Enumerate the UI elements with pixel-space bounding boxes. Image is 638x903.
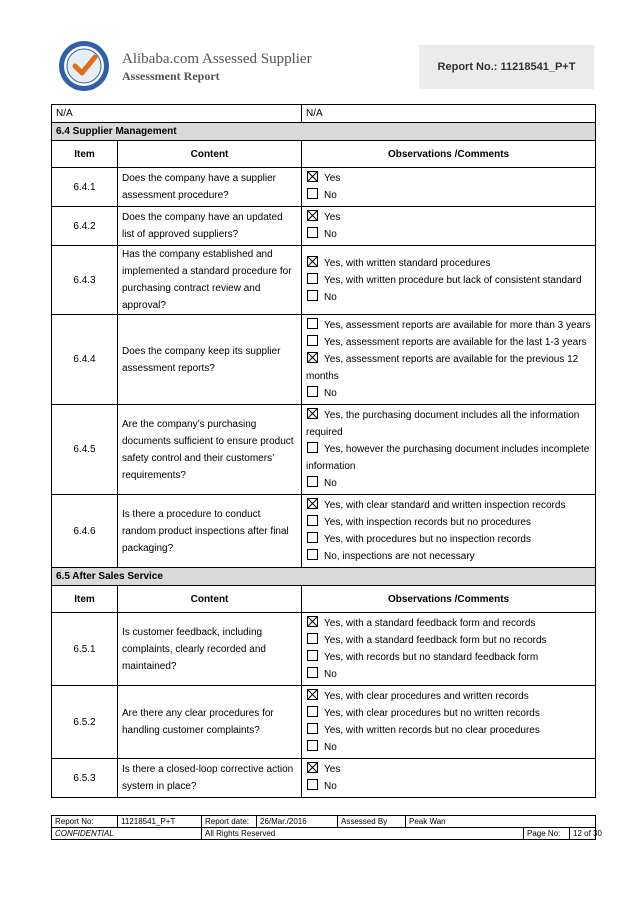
item-number: 6.4.4 xyxy=(52,315,118,405)
checked-box-icon xyxy=(307,256,318,267)
option-item xyxy=(306,778,591,795)
option-item xyxy=(306,209,591,226)
item-number: 6.4.2 xyxy=(52,207,118,246)
option-text: No xyxy=(324,388,337,399)
question-text: Does the company have a supplier assessment procedure? xyxy=(118,168,302,207)
item-number: 6.5.3 xyxy=(52,759,118,798)
option-item xyxy=(306,272,591,289)
na-cell-right: N/A xyxy=(302,105,596,123)
footer-rights: All Rights Reserved xyxy=(202,828,524,840)
option-item xyxy=(306,615,591,632)
footer-assessed-by-label: Assessed By xyxy=(338,816,406,828)
empty-box-icon xyxy=(307,188,318,199)
item-number: 6.4.6 xyxy=(52,495,118,568)
column-header-row xyxy=(52,141,596,168)
observation-options xyxy=(302,315,596,405)
empty-box-icon xyxy=(307,227,318,238)
observation-options xyxy=(302,405,596,495)
empty-box-icon xyxy=(307,667,318,678)
table-row xyxy=(52,405,596,495)
option-item xyxy=(306,548,591,565)
observation-options xyxy=(302,613,596,686)
empty-box-icon xyxy=(307,386,318,397)
option-item xyxy=(306,317,591,334)
option-text: No xyxy=(324,478,337,489)
option-text: Yes, with procedures but no inspection records xyxy=(324,534,531,545)
option-text: No xyxy=(324,190,337,201)
observation-options xyxy=(302,686,596,759)
option-item xyxy=(306,255,591,272)
observation-options xyxy=(302,759,596,798)
item-number: 6.4.1 xyxy=(52,168,118,207)
brand-title xyxy=(122,51,312,84)
table-row xyxy=(52,246,596,315)
footer-report-date-label: Report date: xyxy=(202,816,257,828)
question-text: Is there a procedure to conduct random product inspections after final packaging? xyxy=(118,495,302,568)
option-item xyxy=(306,632,591,649)
option-item xyxy=(306,441,591,475)
item-number: 6.4.3 xyxy=(52,246,118,315)
option-text: Yes, with a standard feedback form and records xyxy=(324,618,536,629)
empty-box-icon xyxy=(307,318,318,329)
option-text: Yes, with written standard procedures xyxy=(324,257,491,269)
option-text: Yes, with written procedure but lack of consistent standard xyxy=(324,274,582,286)
checked-box-icon xyxy=(307,210,318,221)
option-item xyxy=(306,497,591,514)
brand-line2: Assessment Report xyxy=(122,69,220,83)
column-header-content: Content xyxy=(118,141,302,168)
footer-report-date: 26/Mar./2016 xyxy=(257,816,338,828)
option-item xyxy=(306,334,591,351)
observation-options xyxy=(302,168,596,207)
empty-box-icon xyxy=(307,740,318,751)
footer-confidential: CONFIDENTIAL xyxy=(52,828,202,840)
footer-page: 12 of 30 xyxy=(570,828,596,840)
option-text: Yes, with clear procedures but no written records xyxy=(324,708,540,719)
empty-box-icon xyxy=(307,633,318,644)
checked-box-icon xyxy=(307,171,318,182)
table-row xyxy=(52,686,596,759)
option-item xyxy=(306,531,591,548)
option-item xyxy=(306,475,591,492)
option-text: Yes, the purchasing document includes all the information required xyxy=(306,410,580,438)
option-item xyxy=(306,666,591,683)
question-text: Does the company keep its supplier assessment reports? xyxy=(118,315,302,405)
option-text: Yes, with written records but no clear procedures xyxy=(324,725,540,736)
question-text: Has the company established and implemented a standard procedure for purchasing contract review and approval? xyxy=(118,246,302,315)
observation-options xyxy=(302,207,596,246)
option-item xyxy=(306,170,591,187)
option-text: No xyxy=(324,742,337,753)
empty-box-icon xyxy=(307,723,318,734)
footer-report-no: 11218541_P+T xyxy=(118,816,202,828)
option-item xyxy=(306,739,591,756)
option-text: No xyxy=(324,669,337,680)
option-text: Yes, with clear procedures and written records xyxy=(324,691,529,702)
option-text: No xyxy=(324,229,337,240)
checked-box-icon xyxy=(307,689,318,700)
checked-box-icon xyxy=(307,762,318,773)
report-no-value: 11218541_P+T xyxy=(500,61,576,73)
option-text: Yes, with inspection records but no procedures xyxy=(324,517,531,528)
option-item xyxy=(306,705,591,722)
table-row xyxy=(52,315,596,405)
item-number: 6.5.2 xyxy=(52,686,118,759)
option-text: Yes, with a standard feedback form but no records xyxy=(324,635,547,646)
footer-page-label: Page No: xyxy=(524,828,570,840)
option-item xyxy=(306,407,591,441)
option-text: Yes, however the purchasing document includes incomplete information xyxy=(306,444,590,472)
empty-box-icon xyxy=(307,779,318,790)
page-header xyxy=(58,40,594,92)
table-row xyxy=(52,207,596,246)
column-header-observations: Observations /Comments xyxy=(302,586,596,613)
observation-options xyxy=(302,246,596,315)
option-item xyxy=(306,722,591,739)
option-item xyxy=(306,385,591,402)
option-item xyxy=(306,289,591,306)
option-item xyxy=(306,688,591,705)
table-row xyxy=(52,759,596,798)
checked-box-icon xyxy=(307,498,318,509)
table-row xyxy=(52,613,596,686)
option-text: Yes, with clear standard and written inspection records xyxy=(324,500,566,511)
empty-box-icon xyxy=(307,549,318,560)
option-text: Yes, assessment reports are available for more than 3 years xyxy=(324,320,591,331)
empty-box-icon xyxy=(307,532,318,543)
checked-box-icon xyxy=(307,352,318,363)
checked-box-icon xyxy=(307,616,318,627)
column-header-item: Item xyxy=(52,141,118,168)
option-text: No xyxy=(324,781,337,792)
table-row xyxy=(52,495,596,568)
observation-options xyxy=(302,495,596,568)
option-item xyxy=(306,761,591,778)
option-text: Yes xyxy=(324,764,341,775)
table-row xyxy=(52,168,596,207)
section-title: 6.5 After Sales Service xyxy=(52,568,596,586)
empty-box-icon xyxy=(307,476,318,487)
empty-box-icon xyxy=(307,273,318,284)
section-heading-row xyxy=(52,123,596,141)
option-text: Yes, with records but no standard feedback form xyxy=(324,652,539,663)
empty-box-icon xyxy=(307,515,318,526)
option-item xyxy=(306,187,591,204)
page-footer xyxy=(51,815,602,840)
item-number: 6.5.1 xyxy=(52,613,118,686)
brand-line1: Alibaba.com Assessed Supplier xyxy=(122,51,312,67)
option-text: Yes xyxy=(324,212,341,223)
option-text: Yes xyxy=(324,173,341,184)
section-heading-row xyxy=(52,568,596,586)
section-title: 6.4 Supplier Management xyxy=(52,123,596,141)
option-text: Yes, assessment reports are available for the previous 12 months xyxy=(306,354,579,382)
report-number-box xyxy=(419,45,594,89)
empty-box-icon xyxy=(307,442,318,453)
empty-box-icon xyxy=(307,650,318,661)
report-no-label: Report No.: xyxy=(437,61,498,73)
column-header-row xyxy=(52,586,596,613)
question-text: Is customer feedback, including complaints, clearly recorded and maintained? xyxy=(118,613,302,686)
option-text: No, inspections are not necessary xyxy=(324,551,475,562)
empty-box-icon xyxy=(307,290,318,301)
question-text: Are there any clear procedures for handling customer complaints? xyxy=(118,686,302,759)
option-item xyxy=(306,351,591,385)
column-header-item: Item xyxy=(52,586,118,613)
assessed-supplier-seal-icon xyxy=(58,40,110,92)
item-number: 6.4.5 xyxy=(52,405,118,495)
option-item xyxy=(306,649,591,666)
option-item xyxy=(306,514,591,531)
footer-report-no-label: Report No: xyxy=(52,816,118,828)
footer-assessed-by: Peak Wan xyxy=(406,816,596,828)
assessment-table xyxy=(51,104,596,798)
empty-box-icon xyxy=(307,335,318,346)
na-row xyxy=(52,105,596,123)
empty-box-icon xyxy=(307,706,318,717)
checked-box-icon xyxy=(307,408,318,419)
column-header-content: Content xyxy=(118,586,302,613)
option-text: No xyxy=(324,291,337,303)
option-item xyxy=(306,226,591,243)
question-text: Are the company’s purchasing documents sufficient to ensure product safety control and their customers’ requirements? xyxy=(118,405,302,495)
option-text: Yes, assessment reports are available for the last 1-3 years xyxy=(324,337,587,348)
question-text: Does the company have an updated list of approved suppliers? xyxy=(118,207,302,246)
question-text: Is there a closed-loop corrective action system in place? xyxy=(118,759,302,798)
column-header-observations: Observations /Comments xyxy=(302,141,596,168)
na-cell-left: N/A xyxy=(52,105,302,123)
